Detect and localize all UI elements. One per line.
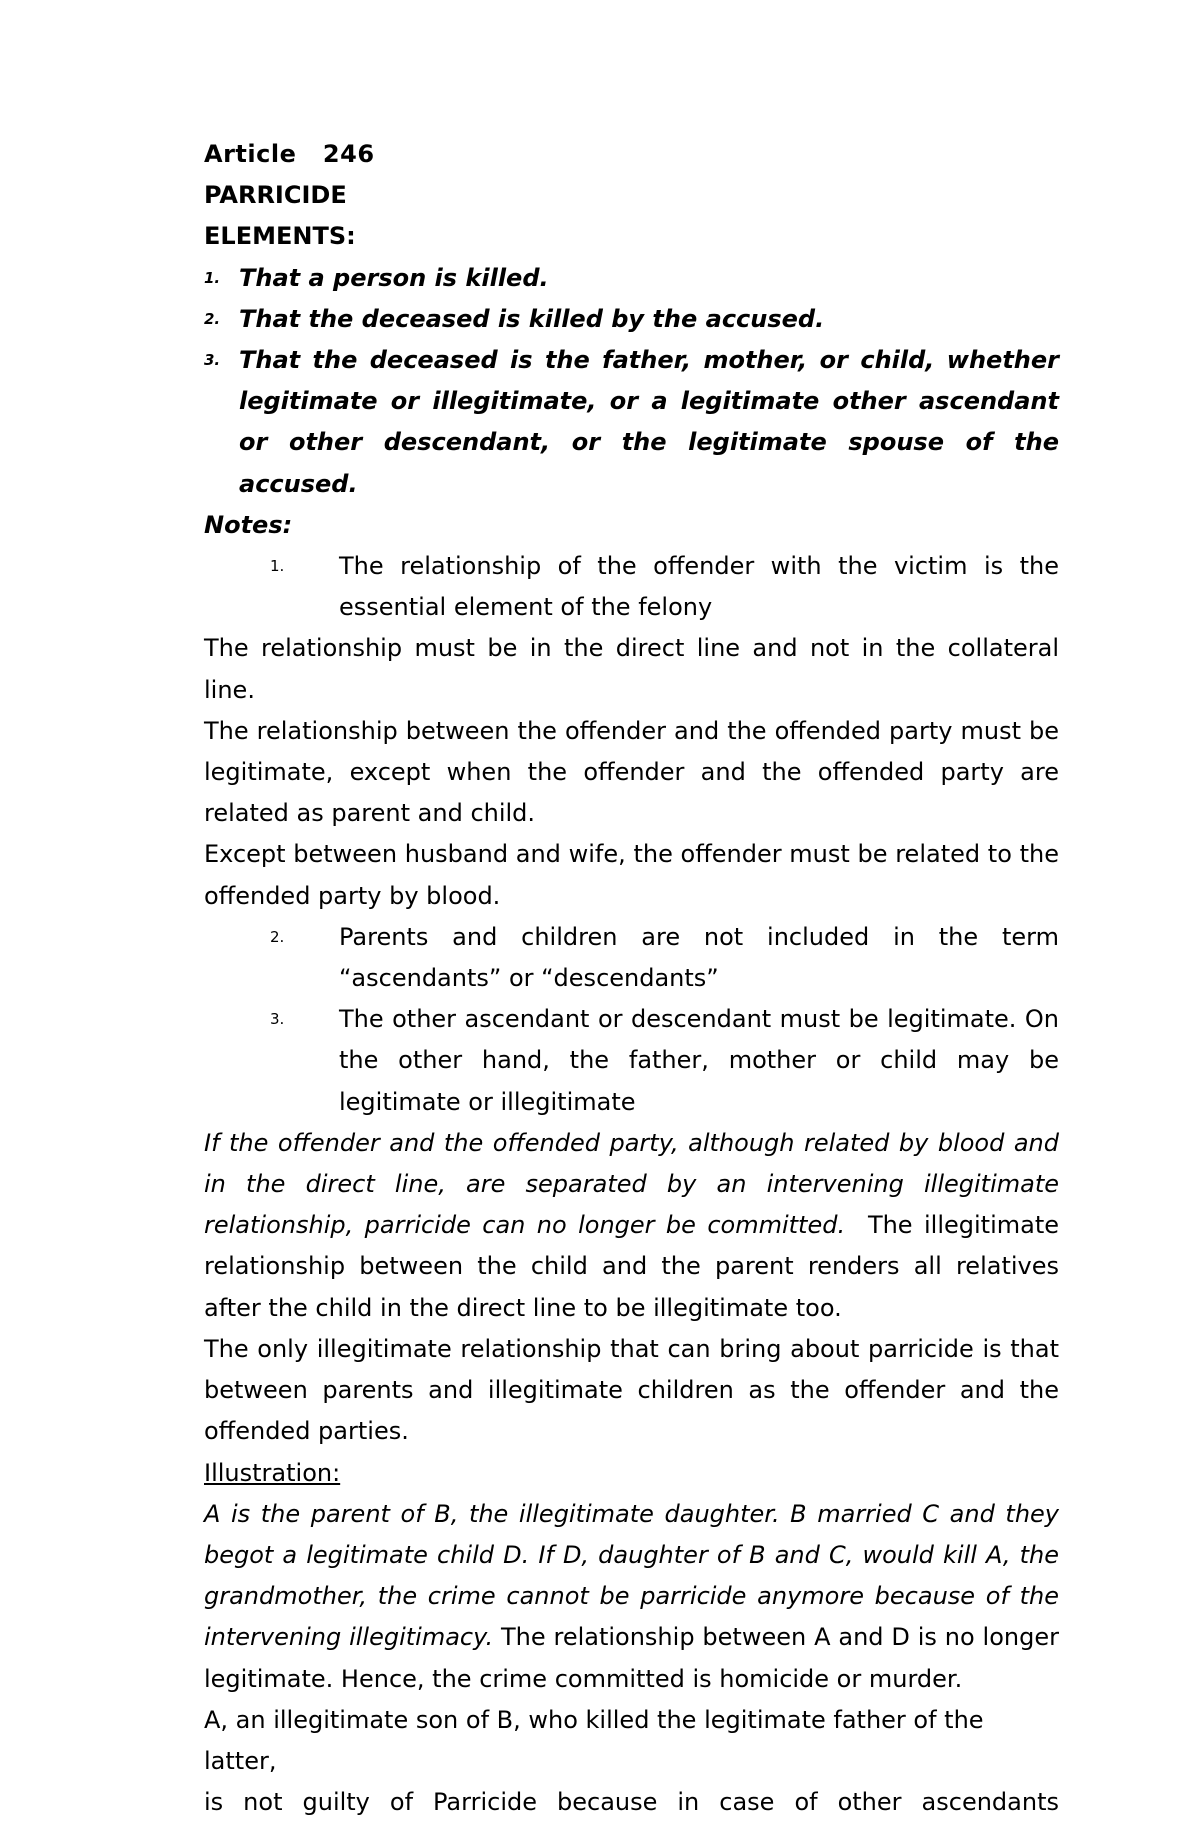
note-item-3: [204, 999, 1059, 1123]
paragraph-blood-relation: Except between husband and wife, the offender must be related to the offended party by blood.: [204, 840, 1059, 910]
paragraph-only-illegitimate: The only illegitimate relationship that can bring about parricide is that between parents and illegitimate children as the offender and the offended parties.: [204, 1334, 1059, 1446]
article-number: 246: [322, 140, 375, 168]
note-item-1: [204, 546, 1059, 628]
article-title: PARRICIDE: [204, 181, 347, 210]
paragraph-illegitimate-son-line-2: is not guilty of Parricide because in case of other ascendants: [204, 1788, 1059, 1817]
element-text: That the deceased is killed by the accused.: [239, 304, 825, 333]
element-number: 1.: [204, 268, 221, 287]
illustration-heading: Illustration:: [204, 1458, 341, 1487]
italic-text: A is the parent of B, the illegitimate daughter. B married C and they begot a legitimate child D. If D, daughter of B and C, would kill A, the grandmother, the crime cannot be parricide anymore because of the intervening illegitimacy.: [204, 1499, 1059, 1652]
element-number: 2.: [204, 309, 221, 328]
note-text: The other ascendant or descendant must be legitimate. On the other hand, the father, mother or child may be legitimate or illegitimate: [339, 1005, 1059, 1116]
document-body: [204, 134, 1059, 1823]
note-text: The relationship of the offender with the victim is the essential element of the felony: [339, 552, 1059, 622]
element-text: That the deceased is the father, mother, or child, whether legitimate or illegitimate, or a legitimate other ascendant or other descendant, or the legitimate spouse of the accused.: [239, 346, 1059, 498]
note-item-2: [204, 917, 1059, 999]
element-text: That a person is killed.: [239, 263, 549, 292]
italic-text: If the offender and the offended party, although related by blood and in the direct line, are separated by an intervening illegitimate relationship, parricide can no longer be committed.: [204, 1128, 1059, 1240]
note-number: 3.: [270, 1010, 285, 1029]
element-number: 3.: [204, 351, 221, 370]
article-label: Article: [204, 140, 297, 168]
notes-heading: Notes:: [204, 510, 293, 539]
paragraph-legitimate-relationship: The relationship between the offender and the offended party must be legitimate, except when the offender and the offended party are related as parent and child.: [204, 716, 1059, 828]
note-text: Parents and children are not included in the term “ascendants” or “descendants”: [339, 922, 1059, 993]
element-item-2: [204, 299, 1059, 340]
element-item-3: [204, 340, 1059, 505]
paragraph-direct-line: The relationship must be in the direct line and not in the collateral line.: [204, 634, 1059, 704]
note-number: 2.: [270, 927, 285, 946]
paragraph-intervening-illegitimacy: [204, 1123, 1059, 1329]
element-item-1: [204, 258, 1059, 299]
elements-heading: ELEMENTS:: [204, 222, 356, 251]
article-heading: [204, 134, 1059, 175]
normal-text: The relationship between A and D is no longer legitimate. Hence, the crime committed is homicide or murder.: [204, 1623, 1059, 1693]
normal-text: The illegitimate relationship between the child and the parent renders all relatives after the child in the direct line to be illegitimate too.: [204, 1211, 1059, 1322]
note-number: 1.: [270, 557, 285, 576]
paragraph-illustration: [204, 1494, 1059, 1700]
paragraph-illegitimate-son-line-1: A, an illegitimate son of B, who killed the legitimate father of the latter,: [204, 1705, 984, 1775]
